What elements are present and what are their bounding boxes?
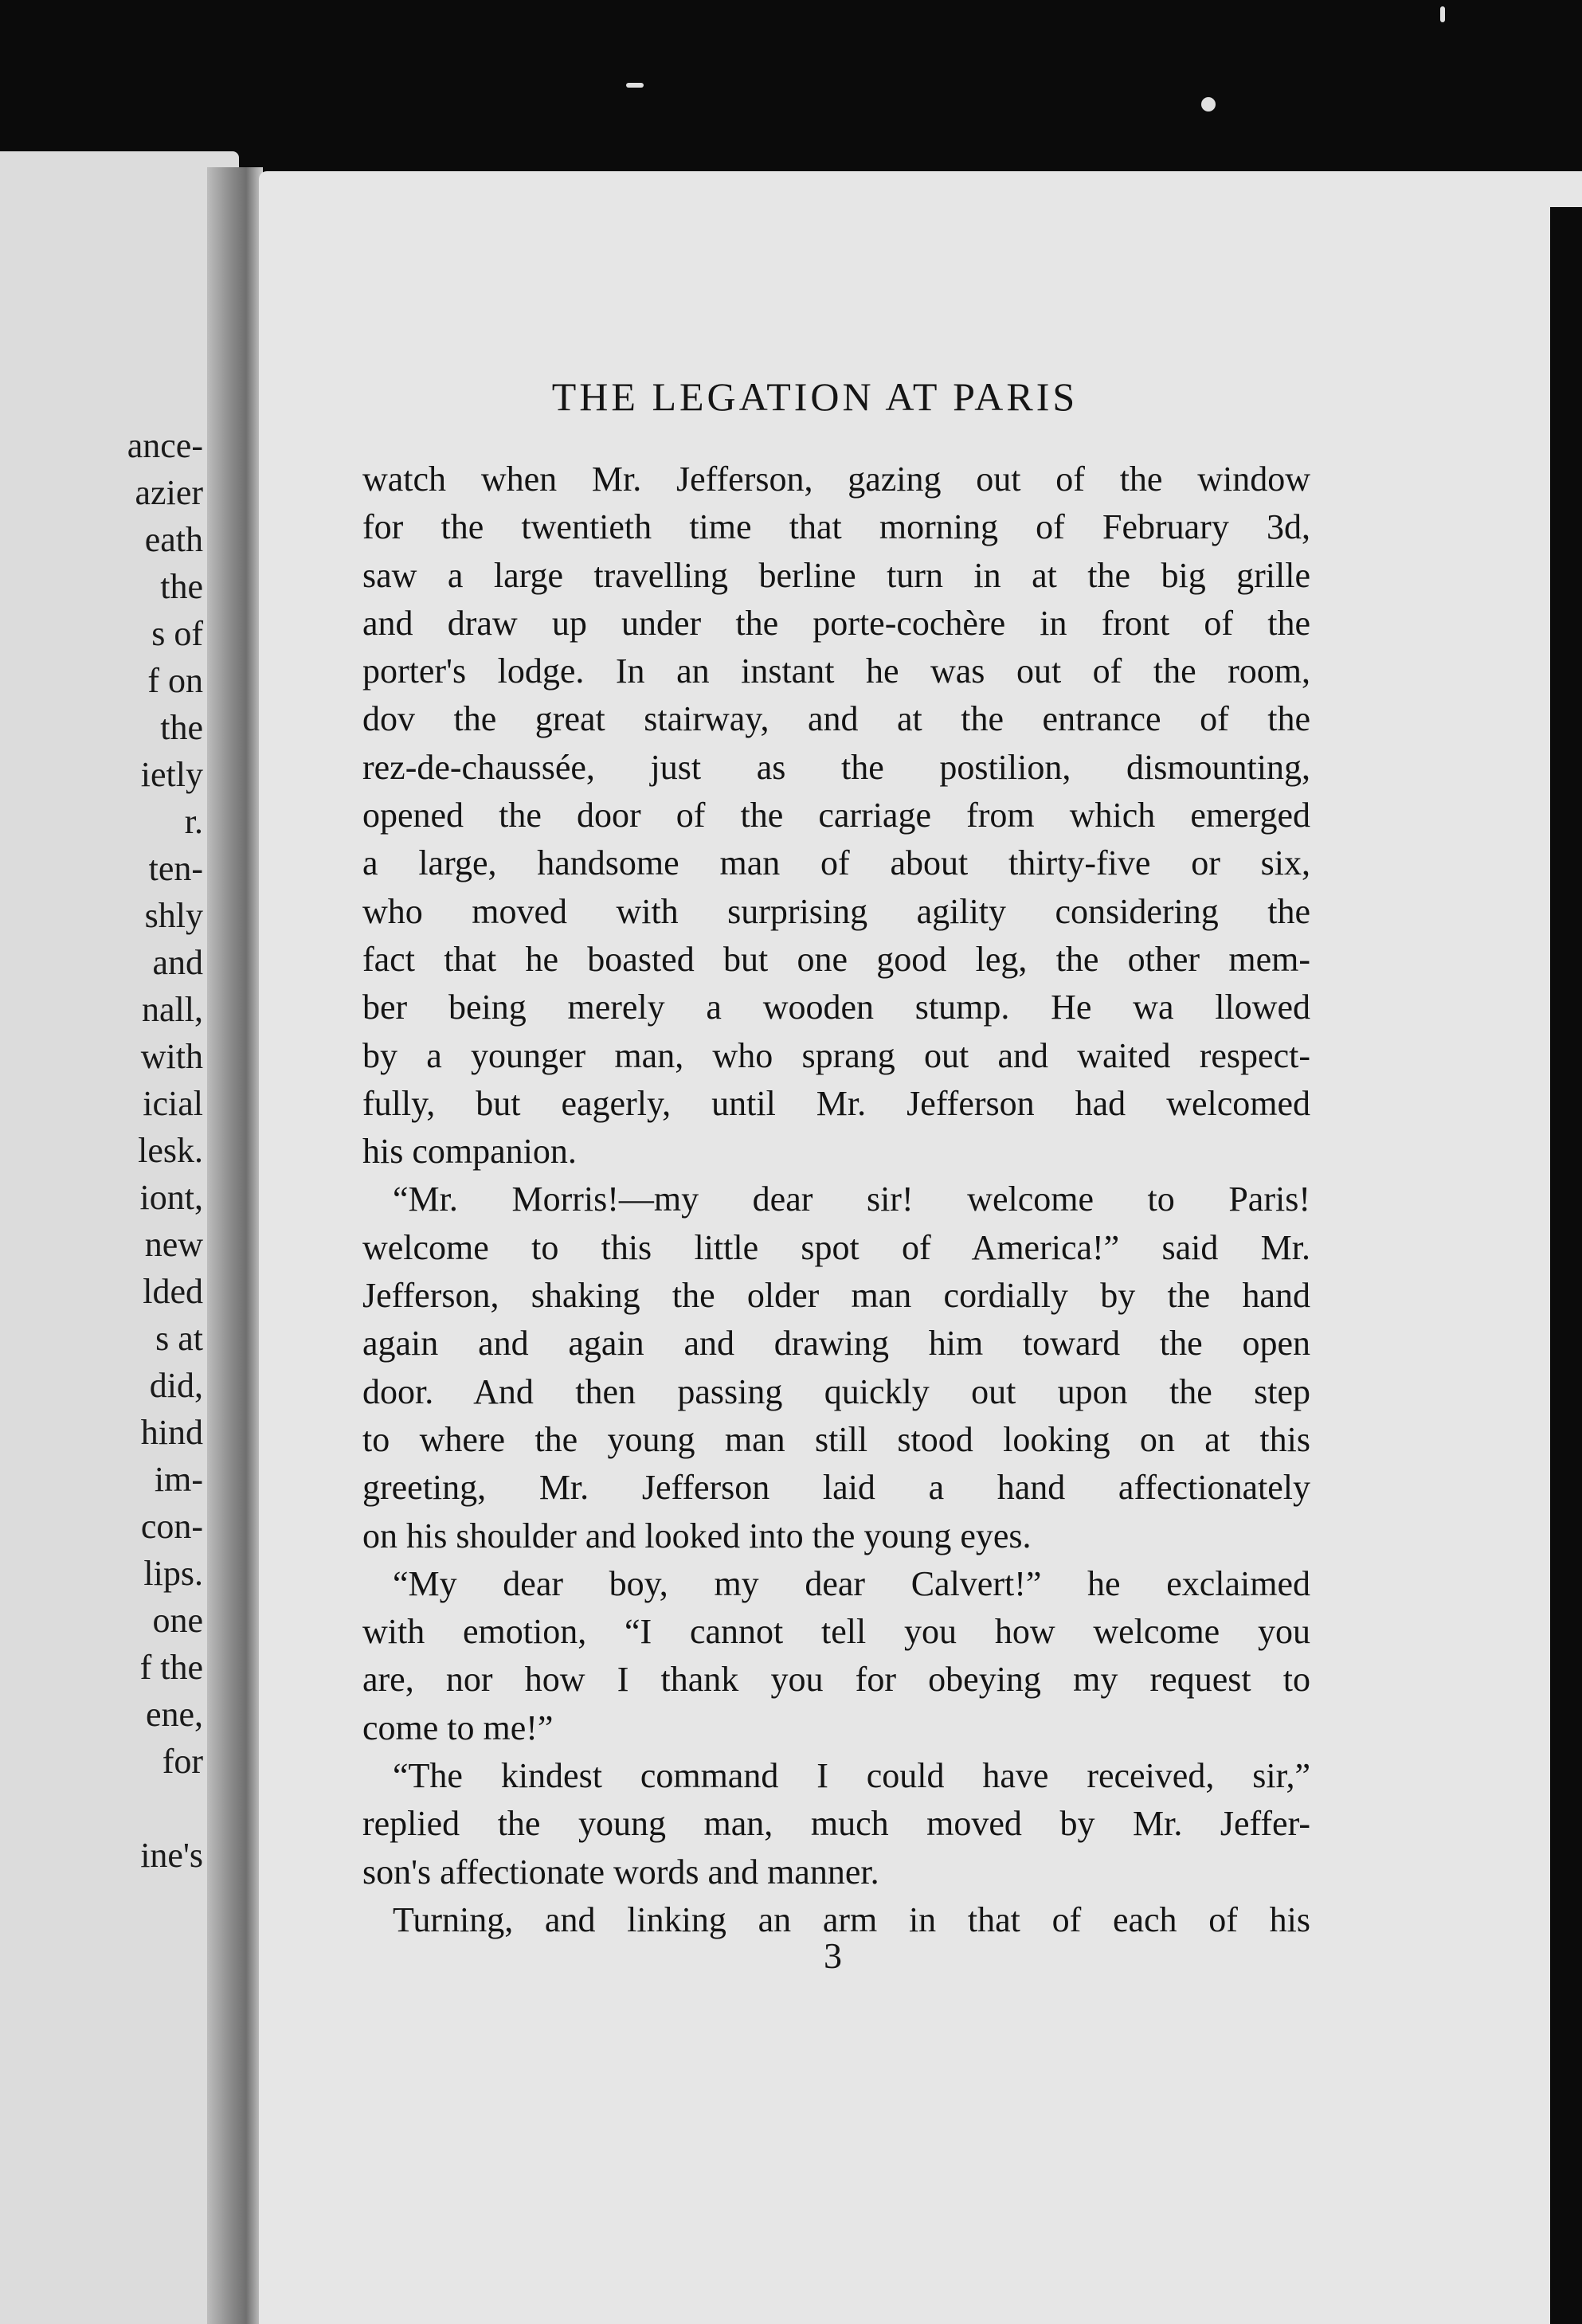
text-line: Turning, and linking an arm in that of each of his bbox=[393, 1899, 1310, 1939]
left-fragment: the bbox=[160, 708, 203, 747]
left-fragment: con- bbox=[140, 1507, 203, 1546]
dust-speck bbox=[626, 83, 644, 88]
text-line: greeting, Mr. Jefferson laid a hand affectionately bbox=[362, 1468, 1310, 1508]
left-fragment: hind bbox=[140, 1413, 203, 1452]
left-fragment: ene, bbox=[145, 1695, 203, 1734]
dust-speck bbox=[1201, 97, 1216, 112]
text-line: fact that he boasted but one good leg, the other mem- bbox=[362, 939, 1310, 979]
page-edge-shadow bbox=[1550, 207, 1582, 2324]
text-line: opened the door of the carriage from which emerged bbox=[362, 796, 1310, 835]
left-fragment: shly bbox=[144, 896, 203, 935]
text-line: porter's lodge. In an instant he was out of the room, bbox=[362, 651, 1310, 691]
left-page-text-fragments bbox=[0, 422, 203, 1879]
left-fragment: azier bbox=[135, 473, 203, 512]
left-fragment: did, bbox=[149, 1366, 203, 1405]
text-line: replied the young man, much moved by Mr. Jeffer- bbox=[362, 1804, 1310, 1844]
left-fragment: f the bbox=[139, 1648, 203, 1687]
text-line: fully, but eagerly, until Mr. Jefferson had welcomed bbox=[362, 1083, 1310, 1123]
left-fragment: r. bbox=[184, 802, 203, 841]
left-fragment: s at bbox=[155, 1319, 203, 1358]
left-fragment: one bbox=[152, 1601, 203, 1640]
left-fragment: the bbox=[160, 567, 203, 606]
left-fragment: lesk. bbox=[138, 1131, 203, 1170]
left-fragment: ine's bbox=[140, 1836, 203, 1875]
text-line: for the twentieth time that morning of February 3d, bbox=[362, 507, 1310, 547]
text-line: a large, handsome man of about thirty-five or six, bbox=[362, 843, 1310, 883]
left-fragment: f on bbox=[147, 661, 203, 700]
text-line: “My dear boy, my dear Calvert!” he exclaimed bbox=[393, 1563, 1310, 1603]
text-line: dov the great stairway, and at the entrance of the bbox=[362, 699, 1310, 739]
left-fragment: icial bbox=[143, 1084, 203, 1123]
text-line: his companion. bbox=[362, 1132, 577, 1172]
text-line: door. And then passing quickly out upon the step bbox=[362, 1371, 1310, 1411]
left-fragment: iont, bbox=[139, 1178, 203, 1217]
dust-speck bbox=[1440, 6, 1445, 22]
left-fragment: for bbox=[162, 1742, 203, 1781]
left-fragment: eath bbox=[144, 520, 203, 559]
text-line: son's affectionate words and manner. bbox=[362, 1852, 879, 1892]
book-gutter bbox=[207, 167, 263, 2324]
left-fragment: new bbox=[144, 1225, 203, 1264]
text-line: “The kindest command I could have received, sir,” bbox=[393, 1756, 1310, 1796]
text-line: again and again and drawing him toward the open bbox=[362, 1324, 1310, 1363]
left-fragment: s of bbox=[151, 614, 203, 653]
text-line: on his shoulder and looked into the young eyes. bbox=[362, 1516, 1032, 1555]
left-fragment bbox=[0, 1785, 203, 1832]
left-fragment: ietly bbox=[140, 755, 203, 794]
left-fragment: ten- bbox=[148, 849, 203, 888]
page-number: 3 bbox=[824, 1935, 842, 1976]
text-line: to where the young man still stood looking on at this bbox=[362, 1419, 1310, 1459]
text-line: Jefferson, shaking the older man cordially by the hand bbox=[362, 1276, 1310, 1316]
running-header: THE LEGATION AT PARIS bbox=[551, 374, 1079, 419]
text-line: “Mr. Morris!—my dear sir! welcome to Paris! bbox=[393, 1180, 1310, 1219]
text-line: with emotion, “I cannot tell you how welcome you bbox=[362, 1612, 1310, 1652]
text-line: welcome to this little spot of America!” said Mr. bbox=[362, 1227, 1310, 1267]
left-fragment: lded bbox=[143, 1272, 203, 1311]
left-fragment: and bbox=[152, 943, 203, 982]
left-fragment: ance- bbox=[127, 426, 203, 465]
left-fragment: with bbox=[140, 1037, 203, 1076]
text-line: ber being merely a wooden stump. He wa llowed bbox=[362, 988, 1310, 1027]
text-line: saw a large travelling berline turn in at the big grille bbox=[362, 555, 1310, 595]
left-fragment: nall, bbox=[142, 990, 203, 1029]
text-line: come to me!” bbox=[362, 1708, 554, 1747]
left-fragment: im- bbox=[154, 1460, 203, 1499]
text-line: watch when Mr. Jefferson, gazing out of the window bbox=[362, 460, 1310, 499]
body-text bbox=[362, 456, 1310, 1944]
text-line: by a younger man, who sprang out and waited respect- bbox=[362, 1035, 1310, 1075]
text-line: are, nor how I thank you for obeying my request to bbox=[362, 1660, 1310, 1700]
left-fragment: lips. bbox=[143, 1554, 203, 1593]
text-line: who moved with surprising agility considering the bbox=[362, 891, 1310, 931]
text-line: rez-de-chaussée, just as the postilion, dismounting, bbox=[362, 747, 1310, 787]
text-line: and draw up under the porte-cochère in front of the bbox=[362, 603, 1310, 643]
